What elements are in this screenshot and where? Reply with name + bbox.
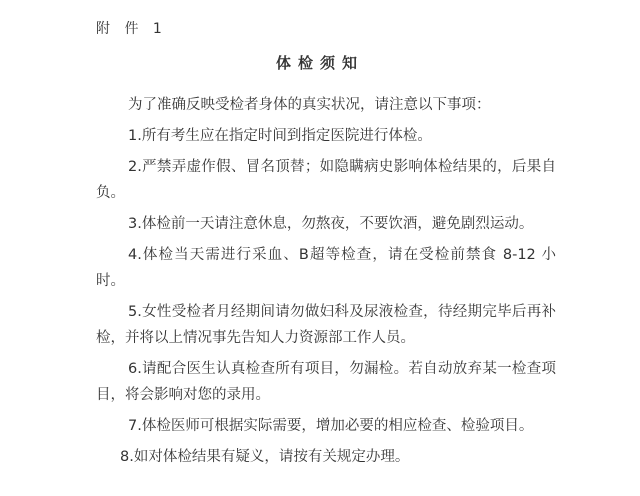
notice-item-4: 4.体检当天需进行采血、B超等检查，请在受检前禁食 8-12 小时。 [96, 247, 556, 289]
notice-item-3: 3.体检前一天请注意休息，勿熬夜，不要饮酒，避免剧烈运动。 [128, 216, 534, 232]
notice-item-7: 7.体检医师可根据实际需要，增加必要的相应检查、检验项目。 [128, 418, 534, 434]
attachment-label: 附 件 1 [96, 21, 167, 37]
notice-item-1: 1.所有考生应在指定时间到指定医院进行体检。 [128, 128, 432, 144]
notice-item-6: 6.请配合医生认真检查所有项目，勿漏检。若自动放弃某一检查项目，将会影响对您的录用。 [96, 361, 556, 403]
notice-item-2: 2.严禁弄虚作假、冒名顶替；如隐瞒病史影响体检结果的，后果自负。 [96, 159, 556, 201]
notice-item-8: 8.如对体检结果有疑义，请按有关规定办理。 [120, 449, 410, 465]
document-title: 体检须知 [275, 54, 364, 72]
document-body [96, 92, 556, 475]
notice-item-5: 5.女性受检者月经期间请勿做妇科及尿液检查，待经期完毕后再补检，并将以上情况事先告知人力资源部工作人员。 [96, 304, 556, 346]
intro-paragraph: 为了准确反映受检者身体的真实状况，请注意以下事项： [128, 97, 491, 113]
